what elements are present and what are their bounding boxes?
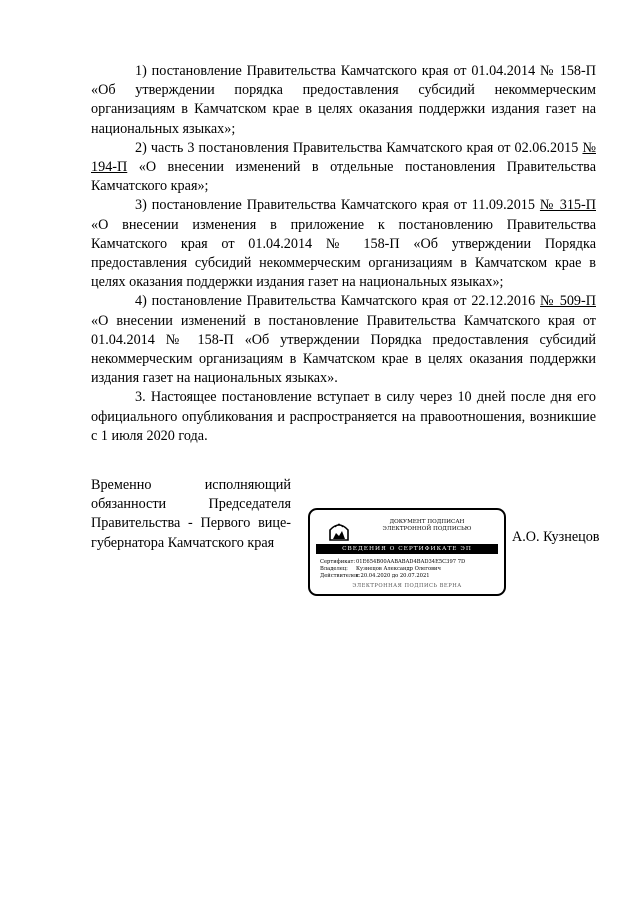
certificate-label: Сертификат: [320,559,356,565]
stamp-header-line: ЭЛЕКТРОННОЙ ПОДПИСЬЮ [382,526,472,532]
owner-row [320,566,500,572]
document-body [91,62,596,446]
paragraph-text: «О внесении изменения в приложение к постановлению Правительства Камчатского края от 01.04.2014 № 158-П «Об утверждении Порядка предоставления субсидий некоммерческим организациям в Камчатском крае в целях оказания поддержки издания газет на национальных языках»; [91,216,596,291]
signature-valid-note: ЭЛЕКТРОННАЯ ПОДПИСЬ ВЕРНА [352,583,462,589]
paragraph-text: 4) постановление Правительства Камчатского края от 22.12.2016 [135,293,541,310]
owner-value: Кузнецов Александр Олегович [356,566,441,572]
list-item-4 [91,292,596,388]
paragraph-text: 2) часть 3 постановления Правительства Камчатского края от 02.06.2015 [135,139,583,156]
paragraph-text: 3) постановление Правительства Камчатского края от 11.09.2015 [135,197,540,214]
paragraph-text: «О внесении изменений в постановление Правительства Камчатского края от 01.04.2014 № 158-П «Об утверждении Порядка предоставления субсидий некоммерческим организациям в Камчатском крае в целях оказания поддержки издания газет на национальных языках». [91,312,596,387]
stamp-header [356,519,498,533]
position-line: Правительства - Первого вице- [91,515,291,532]
validity-row [320,573,500,579]
validity-label: Действителен: [320,573,361,579]
certificate-row [320,559,500,565]
coat-of-arms-icon [326,518,352,544]
certificate-info-bar: СВЕДЕНИЯ О СЕРТИФИКАТЕ ЭП [316,544,498,554]
certificate-value: 01E654B00AABABAD4BAD34E5C397 7D [356,559,466,565]
position-line: Временно исполняющий [91,477,291,493]
owner-label: Владелец: [320,566,348,572]
signatory-position [91,476,291,553]
validity-value: с 20.04.2020 до 20.07.2021 [356,573,430,579]
clause-3 [91,388,596,446]
list-item-2 [91,139,596,197]
document-link-194[interactable]: № 194-П [91,139,596,176]
stamp-header-line: ДОКУМЕНТ ПОДПИСАН [389,519,465,525]
position-line: губернатора Камчатского края [91,534,275,551]
list-item-3 [91,196,596,292]
document-link-509[interactable]: № 509-П [540,293,596,310]
position-line: обязанности Председателя [91,496,291,513]
paragraph-text: «О внесении изменений в отдельные постановления Правительства Камчатского края»; [91,159,596,195]
paragraph-text: 1) постановление Правительства Камчатского края от 01.04.2014 № 158-П «Об утверждении порядка предоставления субсидий некоммерческим организациям в Камчатском крае в целях оказания поддержки издания газет на национальных языках»; [91,63,596,137]
paragraph-text: 3. Настоящее постановление вступает в силу через 10 дней после дня его официального опубликования и распространяется на правоотношения, возникшие с 1 июля 2020 года. [91,389,596,444]
document-link-315[interactable]: № 315-П [539,197,596,214]
signatory-name: А.О. Кузнецов [512,529,600,545]
electronic-signature-stamp [308,508,506,596]
list-item-1 [91,62,596,139]
